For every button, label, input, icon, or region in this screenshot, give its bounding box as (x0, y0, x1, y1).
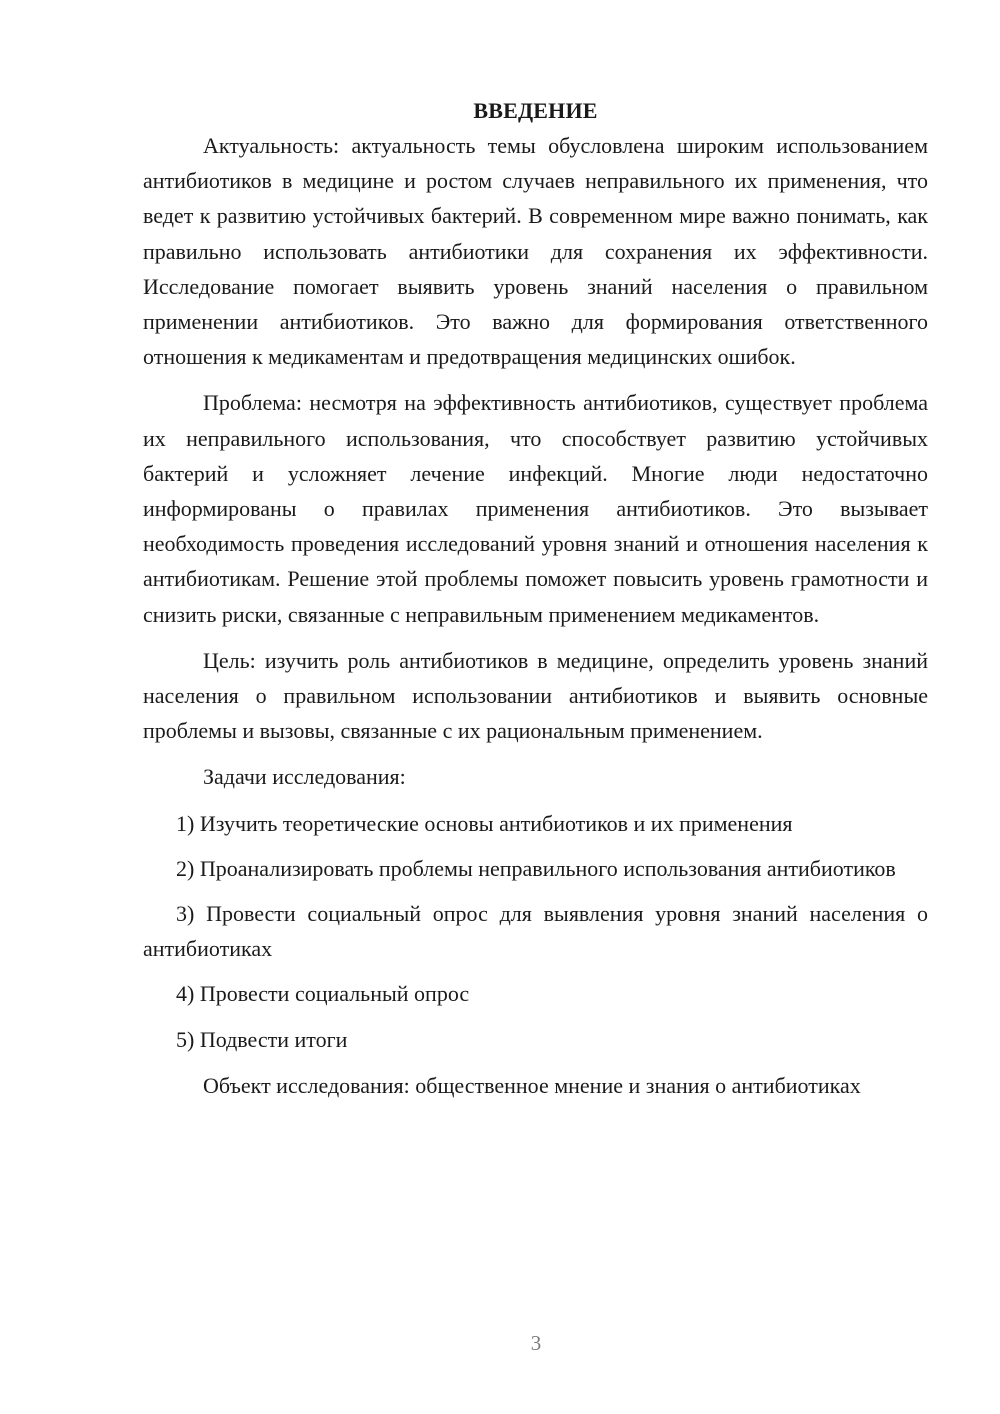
document-body (143, 93, 928, 1103)
paragraph-problem: Проблема: несмотря на эффективность антибиотиков, существует проблема их неправильного использования, что способствует развитию устойчивых бактерий и усложняет лечение инфекций. Многие люди недостаточно информированы о правилах применения антибиотиков. Это вызывает необходимость проведения исследований уровня знаний и отношения населения к антибиотикам. Решение этой проблемы поможет повысить уровень грамотности и снизить риски, связанные с неправильным применением медикаментов. (143, 390, 928, 627)
paragraph-object: Объект исследования: общественное мнение и знания о антибиотиках (203, 1072, 861, 1098)
task-item-1: 1) Изучить теоретические основы антибиотиков и их применения (176, 810, 793, 836)
task-item-5: 5) Подвести итоги (176, 1026, 348, 1052)
paragraph-goal: Цель: изучить роль антибиотиков в медицине, определить уровень знаний населения о правильном использовании антибиотиков и выявить основные проблемы и вызовы, связанные с их рациональным применением. (143, 647, 928, 744)
section-title: ВВЕДЕНИЕ (473, 98, 598, 123)
paragraph-actuality: Актуальность: актуальность темы обусловлена широким использованием антибиотиков в медицине и ростом случаев неправильного их применения, что ведет к развитию устойчивых бактерий. В современном мире важно понимать, как правильно использовать антибиотики для сохранения их эффективности. Исследование помогает выявить уровень знаний населения о правильном применении антибиотиков. Это важно для формирования ответственного отношения к медикаментам и предотвращения медицинских ошибок. (143, 133, 928, 370)
task-item-3: 3) Провести социальный опрос для выявления уровня знаний населения о антибиотиках (143, 901, 928, 962)
task-item-2: 2) Проанализировать проблемы неправильного использования антибиотиков (176, 855, 896, 881)
tasks-heading: Задачи исследования: (203, 764, 406, 790)
page-number: 3 (530, 1331, 542, 1355)
task-item-4: 4) Провести социальный опрос (176, 981, 470, 1007)
